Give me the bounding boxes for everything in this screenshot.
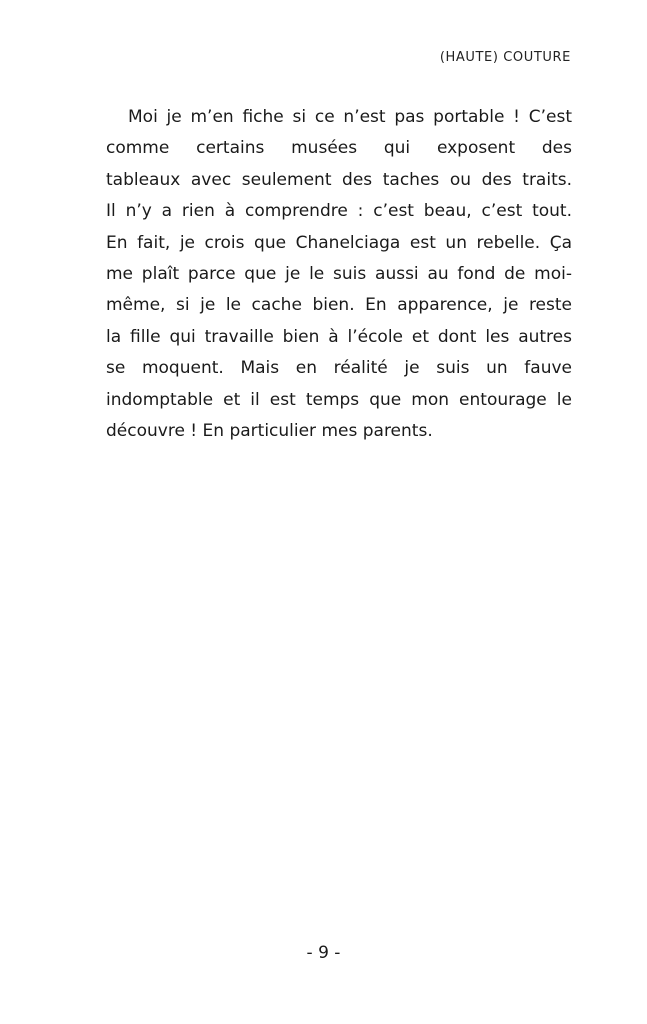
paragraph-line: même, si je le cache bien. En apparence, je reste <box>106 295 572 316</box>
paragraph-line: se moquent. Mais en réalité je suis un fauve <box>106 358 572 379</box>
paragraph-line: comme certains musées qui exposent des <box>106 138 572 159</box>
paragraph-line: Moi je m’en fiche si ce n’est pas portable ! C’est <box>128 107 572 127</box>
paragraph-line: me plaît parce que je le suis aussi au fond de moi- <box>106 263 572 284</box>
running-head: (HAUTE) COUTURE <box>439 50 571 65</box>
paragraph-line: tableaux avec seulement des taches ou des traits. <box>106 169 572 190</box>
paragraph-line: la fille qui travaille bien à l’école et dont les autres <box>106 326 572 347</box>
paragraph-line: découvre ! En particulier mes parents. <box>106 420 433 441</box>
paragraph-line: En fait, je crois que Chanelciaga est un rebelle. Ça <box>106 232 572 253</box>
paragraph-line: Il n’y a rien à comprendre : c’est beau, c’est tout. <box>106 201 572 222</box>
body-paragraph <box>106 102 572 447</box>
page-number: - 9 - <box>306 943 341 963</box>
paragraph-line: indomptable et il est temps que mon entourage le <box>106 389 572 410</box>
